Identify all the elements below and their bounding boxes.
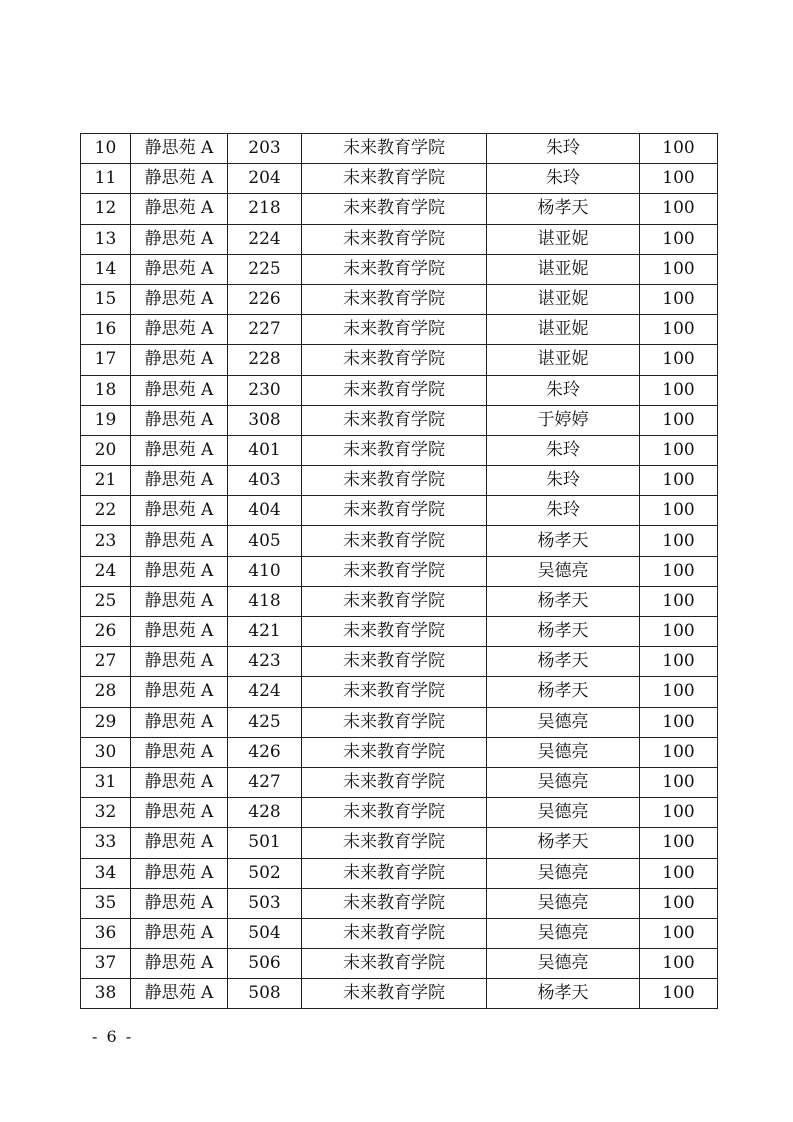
college-cell: 未来教育学院 xyxy=(302,828,487,858)
table-row xyxy=(81,556,718,586)
table-row xyxy=(81,194,718,224)
college-cell: 未来教育学院 xyxy=(302,979,487,1009)
score-cell: 100 xyxy=(640,315,718,345)
row-index-cell: 19 xyxy=(81,405,131,435)
row-index-cell: 33 xyxy=(81,828,131,858)
college-cell: 未来教育学院 xyxy=(302,345,487,375)
room-number-cell: 224 xyxy=(228,224,302,254)
counselor-cell: 谌亚妮 xyxy=(487,254,640,284)
score-cell: 100 xyxy=(640,284,718,314)
score-cell: 100 xyxy=(640,707,718,737)
counselor-cell: 杨孝天 xyxy=(487,586,640,616)
counselor-cell: 吴德亮 xyxy=(487,707,640,737)
row-index-cell: 30 xyxy=(81,737,131,767)
row-index-cell: 25 xyxy=(81,586,131,616)
row-index-cell: 36 xyxy=(81,918,131,948)
score-cell: 100 xyxy=(640,224,718,254)
table-row xyxy=(81,405,718,435)
row-index-cell: 29 xyxy=(81,707,131,737)
building-cell: 静思苑 A xyxy=(131,767,228,797)
room-number-cell: 228 xyxy=(228,345,302,375)
row-index-cell: 32 xyxy=(81,798,131,828)
row-index-cell: 26 xyxy=(81,617,131,647)
room-number-cell: 218 xyxy=(228,194,302,224)
college-cell: 未来教育学院 xyxy=(302,466,487,496)
building-cell: 静思苑 A xyxy=(131,345,228,375)
college-cell: 未来教育学院 xyxy=(302,194,487,224)
row-index-cell: 12 xyxy=(81,194,131,224)
table-body xyxy=(81,134,718,1009)
building-cell: 静思苑 A xyxy=(131,677,228,707)
score-cell: 100 xyxy=(640,375,718,405)
college-cell: 未来教育学院 xyxy=(302,284,487,314)
building-cell: 静思苑 A xyxy=(131,134,228,164)
college-cell: 未来教育学院 xyxy=(302,556,487,586)
counselor-cell: 吴德亮 xyxy=(487,949,640,979)
counselor-cell: 朱玲 xyxy=(487,375,640,405)
building-cell: 静思苑 A xyxy=(131,435,228,465)
counselor-cell: 吴德亮 xyxy=(487,767,640,797)
building-cell: 静思苑 A xyxy=(131,918,228,948)
score-cell: 100 xyxy=(640,496,718,526)
room-number-cell: 502 xyxy=(228,858,302,888)
building-cell: 静思苑 A xyxy=(131,315,228,345)
room-number-cell: 426 xyxy=(228,737,302,767)
room-number-cell: 506 xyxy=(228,949,302,979)
room-number-cell: 504 xyxy=(228,918,302,948)
college-cell: 未来教育学院 xyxy=(302,647,487,677)
college-cell: 未来教育学院 xyxy=(302,586,487,616)
table-row xyxy=(81,526,718,556)
counselor-cell: 朱玲 xyxy=(487,435,640,465)
table-row xyxy=(81,617,718,647)
college-cell: 未来教育学院 xyxy=(302,918,487,948)
building-cell: 静思苑 A xyxy=(131,254,228,284)
room-number-cell: 308 xyxy=(228,405,302,435)
counselor-cell: 谌亚妮 xyxy=(487,224,640,254)
room-number-cell: 424 xyxy=(228,677,302,707)
building-cell: 静思苑 A xyxy=(131,405,228,435)
score-cell: 100 xyxy=(640,556,718,586)
counselor-cell: 杨孝天 xyxy=(487,617,640,647)
building-cell: 静思苑 A xyxy=(131,888,228,918)
row-index-cell: 31 xyxy=(81,767,131,797)
row-index-cell: 22 xyxy=(81,496,131,526)
table-row xyxy=(81,164,718,194)
room-number-cell: 427 xyxy=(228,767,302,797)
college-cell: 未来教育学院 xyxy=(302,405,487,435)
table-row xyxy=(81,315,718,345)
table-row xyxy=(81,798,718,828)
row-index-cell: 35 xyxy=(81,888,131,918)
college-cell: 未来教育学院 xyxy=(302,526,487,556)
table-row xyxy=(81,828,718,858)
score-cell: 100 xyxy=(640,164,718,194)
building-cell: 静思苑 A xyxy=(131,798,228,828)
table-row xyxy=(81,707,718,737)
room-number-cell: 230 xyxy=(228,375,302,405)
building-cell: 静思苑 A xyxy=(131,375,228,405)
table-row xyxy=(81,134,718,164)
college-cell: 未来教育学院 xyxy=(302,617,487,647)
building-cell: 静思苑 A xyxy=(131,526,228,556)
room-number-cell: 423 xyxy=(228,647,302,677)
counselor-cell: 杨孝天 xyxy=(487,647,640,677)
row-index-cell: 34 xyxy=(81,858,131,888)
college-cell: 未来教育学院 xyxy=(302,677,487,707)
table-row xyxy=(81,466,718,496)
score-cell: 100 xyxy=(640,828,718,858)
score-cell: 100 xyxy=(640,979,718,1009)
score-cell: 100 xyxy=(640,526,718,556)
counselor-cell: 杨孝天 xyxy=(487,979,640,1009)
score-cell: 100 xyxy=(640,798,718,828)
counselor-cell: 谌亚妮 xyxy=(487,345,640,375)
college-cell: 未来教育学院 xyxy=(302,375,487,405)
counselor-cell: 于婷婷 xyxy=(487,405,640,435)
counselor-cell: 朱玲 xyxy=(487,496,640,526)
score-cell: 100 xyxy=(640,405,718,435)
row-index-cell: 23 xyxy=(81,526,131,556)
row-index-cell: 13 xyxy=(81,224,131,254)
score-cell: 100 xyxy=(640,466,718,496)
score-cell: 100 xyxy=(640,134,718,164)
counselor-cell: 吴德亮 xyxy=(487,858,640,888)
row-index-cell: 11 xyxy=(81,164,131,194)
counselor-cell: 杨孝天 xyxy=(487,677,640,707)
score-cell: 100 xyxy=(640,254,718,284)
room-number-cell: 404 xyxy=(228,496,302,526)
row-index-cell: 18 xyxy=(81,375,131,405)
table-row xyxy=(81,284,718,314)
counselor-cell: 吴德亮 xyxy=(487,918,640,948)
score-cell: 100 xyxy=(640,647,718,677)
building-cell: 静思苑 A xyxy=(131,194,228,224)
score-cell: 100 xyxy=(640,949,718,979)
room-number-cell: 203 xyxy=(228,134,302,164)
room-number-cell: 421 xyxy=(228,617,302,647)
room-number-cell: 225 xyxy=(228,254,302,284)
room-number-cell: 226 xyxy=(228,284,302,314)
row-index-cell: 10 xyxy=(81,134,131,164)
building-cell: 静思苑 A xyxy=(131,858,228,888)
score-cell: 100 xyxy=(640,737,718,767)
college-cell: 未来教育学院 xyxy=(302,798,487,828)
row-index-cell: 15 xyxy=(81,284,131,314)
college-cell: 未来教育学院 xyxy=(302,315,487,345)
counselor-cell: 朱玲 xyxy=(487,164,640,194)
score-cell: 100 xyxy=(640,617,718,647)
room-number-cell: 503 xyxy=(228,888,302,918)
room-number-cell: 405 xyxy=(228,526,302,556)
college-cell: 未来教育学院 xyxy=(302,707,487,737)
room-number-cell: 204 xyxy=(228,164,302,194)
college-cell: 未来教育学院 xyxy=(302,496,487,526)
college-cell: 未来教育学院 xyxy=(302,949,487,979)
room-number-cell: 428 xyxy=(228,798,302,828)
counselor-cell: 朱玲 xyxy=(487,466,640,496)
score-cell: 100 xyxy=(640,918,718,948)
score-cell: 100 xyxy=(640,586,718,616)
table-row xyxy=(81,496,718,526)
table-row xyxy=(81,586,718,616)
building-cell: 静思苑 A xyxy=(131,828,228,858)
score-cell: 100 xyxy=(640,194,718,224)
table-row xyxy=(81,858,718,888)
room-number-cell: 501 xyxy=(228,828,302,858)
room-number-cell: 425 xyxy=(228,707,302,737)
college-cell: 未来教育学院 xyxy=(302,767,487,797)
score-cell: 100 xyxy=(640,858,718,888)
room-number-cell: 418 xyxy=(228,586,302,616)
counselor-cell: 杨孝天 xyxy=(487,194,640,224)
row-index-cell: 21 xyxy=(81,466,131,496)
building-cell: 静思苑 A xyxy=(131,284,228,314)
room-number-cell: 227 xyxy=(228,315,302,345)
table-row xyxy=(81,737,718,767)
table-row xyxy=(81,888,718,918)
table-row xyxy=(81,979,718,1009)
building-cell: 静思苑 A xyxy=(131,617,228,647)
building-cell: 静思苑 A xyxy=(131,949,228,979)
table-row xyxy=(81,647,718,677)
table-row xyxy=(81,435,718,465)
row-index-cell: 38 xyxy=(81,979,131,1009)
counselor-cell: 吴德亮 xyxy=(487,556,640,586)
score-cell: 100 xyxy=(640,767,718,797)
room-number-cell: 401 xyxy=(228,435,302,465)
counselor-cell: 谌亚妮 xyxy=(487,284,640,314)
counselor-cell: 谌亚妮 xyxy=(487,315,640,345)
building-cell: 静思苑 A xyxy=(131,979,228,1009)
building-cell: 静思苑 A xyxy=(131,737,228,767)
table-row xyxy=(81,918,718,948)
row-index-cell: 14 xyxy=(81,254,131,284)
row-index-cell: 27 xyxy=(81,647,131,677)
page-number: - 6 - xyxy=(92,1027,134,1046)
building-cell: 静思苑 A xyxy=(131,586,228,616)
college-cell: 未来教育学院 xyxy=(302,134,487,164)
table-row xyxy=(81,949,718,979)
score-cell: 100 xyxy=(640,888,718,918)
row-index-cell: 28 xyxy=(81,677,131,707)
building-cell: 静思苑 A xyxy=(131,647,228,677)
counselor-cell: 吴德亮 xyxy=(487,737,640,767)
table-row xyxy=(81,677,718,707)
counselor-cell: 吴德亮 xyxy=(487,798,640,828)
dormitory-score-table xyxy=(80,133,718,1009)
building-cell: 静思苑 A xyxy=(131,466,228,496)
row-index-cell: 16 xyxy=(81,315,131,345)
college-cell: 未来教育学院 xyxy=(302,737,487,767)
row-index-cell: 17 xyxy=(81,345,131,375)
building-cell: 静思苑 A xyxy=(131,224,228,254)
counselor-cell: 吴德亮 xyxy=(487,888,640,918)
building-cell: 静思苑 A xyxy=(131,496,228,526)
table-row xyxy=(81,345,718,375)
building-cell: 静思苑 A xyxy=(131,556,228,586)
college-cell: 未来教育学院 xyxy=(302,164,487,194)
room-number-cell: 410 xyxy=(228,556,302,586)
college-cell: 未来教育学院 xyxy=(302,224,487,254)
score-cell: 100 xyxy=(640,677,718,707)
building-cell: 静思苑 A xyxy=(131,707,228,737)
row-index-cell: 24 xyxy=(81,556,131,586)
building-cell: 静思苑 A xyxy=(131,164,228,194)
counselor-cell: 杨孝天 xyxy=(487,828,640,858)
table-row xyxy=(81,224,718,254)
counselor-cell: 朱玲 xyxy=(487,134,640,164)
counselor-cell: 杨孝天 xyxy=(487,526,640,556)
college-cell: 未来教育学院 xyxy=(302,858,487,888)
row-index-cell: 20 xyxy=(81,435,131,465)
score-cell: 100 xyxy=(640,345,718,375)
row-index-cell: 37 xyxy=(81,949,131,979)
table-row xyxy=(81,254,718,284)
score-cell: 100 xyxy=(640,435,718,465)
table-row xyxy=(81,767,718,797)
college-cell: 未来教育学院 xyxy=(302,254,487,284)
college-cell: 未来教育学院 xyxy=(302,888,487,918)
college-cell: 未来教育学院 xyxy=(302,435,487,465)
table-row xyxy=(81,375,718,405)
room-number-cell: 508 xyxy=(228,979,302,1009)
room-number-cell: 403 xyxy=(228,466,302,496)
